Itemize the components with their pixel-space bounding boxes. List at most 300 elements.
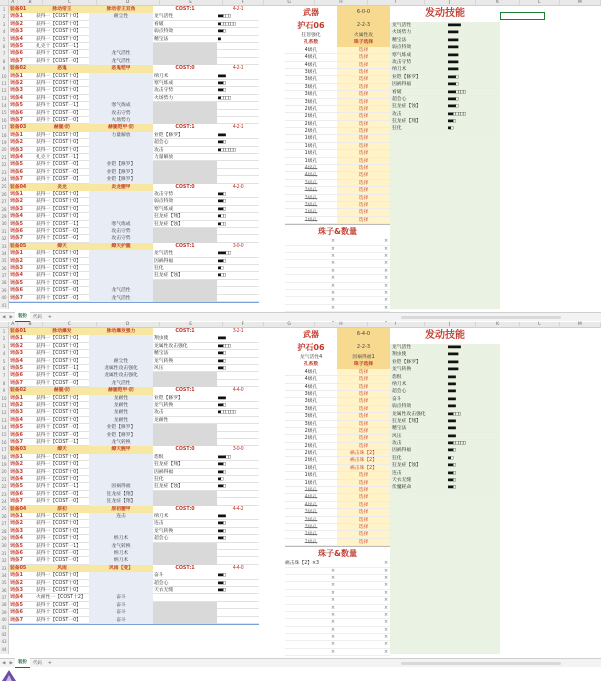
affix-cell[interactable] — [217, 543, 259, 550]
row-number[interactable]: 22 — [1, 162, 7, 168]
affix-cell[interactable]: ■ — [218, 36, 221, 42]
bead-select[interactable]: 选择 — [337, 135, 390, 141]
affix-cell[interactable]: 词条1 — [10, 132, 23, 138]
affix-cell[interactable]: ■□□□□□□ — [218, 410, 236, 416]
bead-entry[interactable]: × — [330, 283, 335, 289]
affix-cell[interactable]: 词条5 — [10, 425, 23, 431]
affix-cell[interactable]: 因祸得福 — [154, 258, 174, 264]
affix-cell[interactable]: 龙气转换 — [154, 402, 174, 408]
affix-cell[interactable]: 词条3 — [10, 528, 23, 534]
affix-cell[interactable] — [217, 110, 259, 117]
affix-cell[interactable]: 狂化 — [154, 476, 164, 482]
equipment-header-cell[interactable]: 炎龙腰甲 — [89, 184, 153, 191]
affix-cell[interactable] — [153, 550, 217, 557]
row-number[interactable]: 2 — [2, 14, 6, 20]
bead-select[interactable]: 选择 — [337, 158, 390, 164]
row-number[interactable]: 13 — [1, 417, 7, 423]
affix-cell[interactable]: 词条3 — [10, 147, 23, 153]
equipment-header-cell[interactable]: 恶鬼铠甲 — [89, 65, 153, 72]
row-number[interactable]: 14 — [1, 103, 7, 109]
affix-cell[interactable]: 词条1 — [10, 573, 23, 579]
affix-cell[interactable] — [89, 572, 153, 579]
bead-entry[interactable]: × — [330, 620, 335, 626]
affix-cell[interactable] — [217, 439, 259, 446]
row-number[interactable]: 30 — [1, 221, 7, 227]
affix-cell[interactable]: ■■□ — [218, 365, 226, 371]
affix-cell[interactable]: ■■□ — [218, 521, 226, 527]
row-number[interactable]: 29 — [1, 213, 7, 219]
affix-cell[interactable] — [89, 80, 153, 87]
row-number[interactable]: 21 — [1, 476, 7, 482]
column-header-f[interactable]: F — [223, 322, 264, 328]
affix-cell[interactable]: 纳刀术 — [89, 557, 153, 564]
equipment-header-cell[interactable]: 4-2-1 — [217, 6, 259, 13]
affix-cell[interactable]: 获得一【COST十0】 — [36, 358, 81, 364]
row-number[interactable]: 10 — [1, 395, 7, 401]
affix-cell[interactable]: 获得一【COST十0】 — [36, 454, 81, 460]
affix-cell[interactable]: 获得十【COST一0】 — [36, 432, 81, 438]
affix-cell[interactable]: 龙气活性 — [89, 380, 153, 387]
affix-cell[interactable]: 获得十【COST一0】 — [36, 110, 81, 116]
bead-count[interactable]: × — [383, 649, 388, 655]
column-header-j[interactable]: J — [425, 0, 476, 6]
equipment-header-cell[interactable]: 4-4-0 — [217, 387, 259, 394]
affix-cell[interactable]: 词条2 — [10, 80, 23, 86]
row-number[interactable]: 20 — [1, 469, 7, 475]
affix-cell[interactable] — [153, 280, 217, 287]
affix-cell[interactable]: 获得十【COST一0】 — [36, 58, 81, 64]
affix-cell[interactable] — [217, 432, 259, 439]
affix-cell[interactable]: 词条5 — [10, 221, 23, 227]
bead-select[interactable]: 选择 — [337, 384, 390, 390]
affix-cell[interactable] — [153, 609, 217, 616]
row-number[interactable]: 28 — [1, 206, 7, 212]
bead-select[interactable]: 选择 — [337, 128, 390, 134]
affix-cell[interactable]: 词条3 — [10, 206, 23, 212]
affix-cell[interactable] — [217, 295, 259, 302]
affix-cell[interactable]: ■■□ — [218, 191, 226, 197]
bead-select[interactable]: 选择 — [337, 202, 390, 208]
bead-entry[interactable]: × — [330, 305, 335, 311]
row-number[interactable]: 22 — [1, 484, 7, 490]
row-number[interactable]: 21 — [1, 154, 7, 160]
affix-cell[interactable] — [217, 169, 259, 176]
affix-cell[interactable]: 获得一【COST十0】 — [36, 14, 81, 20]
affix-cell[interactable] — [153, 169, 217, 176]
row-number[interactable]: 32 — [1, 236, 7, 242]
equipment-header-cell[interactable]: 赫腿铠甲·防 — [89, 387, 153, 394]
affix-cell[interactable] — [217, 280, 259, 287]
affix-cell[interactable]: 获得十【COST一0】 — [36, 117, 81, 123]
affix-cell[interactable] — [89, 476, 153, 483]
affix-cell[interactable]: 奋斗 — [89, 602, 153, 609]
affix-cell[interactable] — [217, 617, 259, 624]
equipment-header-cell[interactable]: COST:0 — [153, 65, 217, 72]
affix-cell[interactable]: 词条2 — [10, 580, 23, 586]
bead-select[interactable]: 选择 — [337, 413, 390, 419]
bead-select[interactable]: 选择 — [337, 54, 390, 60]
affix-cell[interactable] — [89, 191, 153, 198]
affix-cell[interactable] — [153, 372, 217, 379]
affix-cell[interactable]: 获得十【COST一1】 — [36, 484, 81, 490]
affix-cell[interactable]: 获得一【COST十0】 — [36, 214, 81, 220]
affix-cell[interactable]: 词条1 — [10, 513, 23, 519]
affix-cell[interactable]: 龙气转换 — [89, 439, 153, 446]
affix-cell[interactable] — [217, 287, 259, 294]
bead-entry[interactable]: × — [330, 568, 335, 574]
column-header-m[interactable]: M — [560, 322, 601, 328]
row-number[interactable]: 41 — [1, 302, 7, 308]
row-number[interactable]: 30 — [1, 543, 7, 549]
bead-select[interactable]: 选择 — [337, 165, 390, 171]
affix-cell[interactable] — [217, 43, 259, 50]
affix-cell[interactable]: 词条3 — [10, 265, 23, 271]
affix-cell[interactable]: ■■□ — [218, 528, 226, 534]
affix-cell[interactable]: 狂龙症【蚀】 — [154, 484, 183, 490]
equipment-header-cell[interactable]: COST:0 — [153, 184, 217, 191]
affix-cell[interactable] — [217, 550, 259, 557]
tab-prev-button[interactable]: ◀ — [2, 314, 6, 320]
affix-cell[interactable]: 词条5 — [10, 602, 23, 608]
row-number[interactable]: 8 — [2, 58, 6, 64]
affix-cell[interactable]: 词条6 — [10, 491, 23, 497]
affix-cell[interactable]: 狂龙症【翔】 — [154, 214, 183, 220]
affix-cell[interactable]: 词条6 — [10, 550, 23, 556]
affix-cell[interactable]: 获得十【COST一1】 — [36, 221, 81, 227]
bead-select[interactable]: 选择 — [337, 391, 390, 397]
bead-entry[interactable]: × — [330, 642, 335, 648]
tab-sheet1[interactable]: 装扮 — [15, 312, 30, 322]
affix-cell[interactable]: 因祸得福 — [154, 469, 174, 475]
bead-count[interactable]: × — [383, 298, 388, 304]
column-header-m[interactable]: M — [560, 0, 601, 6]
affix-cell[interactable]: 获得十【COST一0】 — [36, 602, 81, 608]
affix-cell[interactable]: 攻击守势 — [89, 235, 153, 242]
column-header-d[interactable]: D — [97, 0, 160, 6]
bead-select[interactable]: 选择 — [337, 398, 390, 404]
affix-cell[interactable]: 获得十【COST一0】 — [36, 373, 81, 379]
affix-cell[interactable]: 获得一【COST十0】 — [36, 417, 81, 423]
affix-cell[interactable]: 词条4 — [10, 536, 23, 542]
affix-cell[interactable]: 扎克十【COST一1】 — [36, 154, 81, 160]
row-number[interactable]: 39 — [1, 287, 7, 293]
bead-entry[interactable]: × — [330, 298, 335, 304]
bead-select[interactable]: 选择 — [337, 150, 390, 156]
affix-cell[interactable]: 获得十【COST一0】 — [36, 162, 81, 168]
affix-cell[interactable]: 词条4 — [10, 358, 23, 364]
affix-cell[interactable] — [89, 43, 153, 50]
column-header-k[interactable]: K — [476, 0, 520, 6]
bead-count[interactable]: × — [383, 575, 388, 581]
tab-next-button[interactable]: ▶ — [9, 660, 13, 666]
affix-cell[interactable]: ■■□ — [218, 536, 226, 542]
row-number[interactable]: 23 — [1, 491, 7, 497]
affix-cell[interactable] — [89, 36, 153, 43]
affix-cell[interactable] — [217, 176, 259, 183]
amulet-slot-value[interactable]: 2-2-3 — [337, 341, 390, 354]
bead-select[interactable]: 痛击珠【2】 — [337, 457, 390, 463]
affix-cell[interactable]: 扎克十【COST一1】 — [36, 43, 81, 49]
row-number[interactable]: 10 — [1, 73, 7, 79]
bead-select[interactable]: 选择 — [337, 517, 390, 523]
bead-select[interactable]: 痛击珠【2】 — [337, 465, 390, 471]
affix-cell[interactable]: 获得一【COST十0】 — [36, 29, 81, 35]
affix-cell[interactable]: 精宝法 — [154, 36, 169, 42]
bead-count[interactable]: × — [383, 268, 388, 274]
affix-cell[interactable]: 词条3 — [10, 469, 23, 475]
affix-cell[interactable]: 风压 — [154, 365, 164, 371]
affix-cell[interactable]: 攻击守势 — [154, 191, 174, 197]
affix-cell[interactable]: 词条2 — [10, 199, 23, 205]
bead-select[interactable]: 选择 — [337, 121, 390, 127]
affix-cell[interactable]: 奋斗 — [89, 617, 153, 624]
row-number[interactable]: 5 — [2, 358, 6, 364]
bead-entry[interactable]: × — [330, 239, 335, 245]
affix-cell[interactable]: ■■■ — [218, 336, 226, 342]
row-number[interactable]: 13 — [1, 95, 7, 101]
equipment-header-cell[interactable]: 装备02 — [9, 387, 35, 394]
affix-cell[interactable]: 奋斗 — [89, 609, 153, 616]
affix-cell[interactable]: ■■■ — [218, 395, 226, 401]
affix-cell[interactable]: 获得十【COST一1】 — [36, 439, 81, 445]
affix-cell[interactable] — [89, 213, 153, 220]
row-number[interactable]: 17 — [1, 447, 7, 453]
affix-cell[interactable]: ■■□ — [218, 206, 226, 212]
bead-select[interactable]: 选择 — [337, 487, 390, 493]
affix-cell[interactable]: ■■□ — [218, 580, 226, 586]
equipment-header-cell[interactable]: COST:1 — [153, 124, 217, 131]
row-number[interactable]: 33 — [1, 243, 7, 249]
affix-cell[interactable]: 获得一【COST十0】 — [36, 580, 81, 586]
row-number[interactable]: 4 — [2, 351, 6, 357]
affix-cell[interactable]: 龙属性攻击强化 — [154, 343, 188, 349]
tab-sheet1[interactable]: 装扮 — [15, 658, 30, 668]
affix-cell[interactable]: 连击 — [154, 521, 164, 527]
affix-cell[interactable]: 获得一【COST十0】 — [36, 251, 81, 257]
row-number[interactable]: 38 — [1, 602, 7, 608]
equipment-header-cell[interactable]: 原初 — [35, 506, 89, 513]
bead-select[interactable]: 选择 — [337, 113, 390, 119]
bead-select[interactable]: 选择 — [337, 428, 390, 434]
row-number[interactable]: 3 — [2, 21, 6, 27]
bead-select[interactable]: 选择 — [337, 187, 390, 193]
affix-cell[interactable] — [153, 543, 217, 550]
column-header-l[interactable]: L — [520, 322, 559, 328]
equipment-header-cell[interactable]: 4-4-0 — [217, 565, 259, 572]
row-number[interactable]: 18 — [1, 132, 7, 138]
affix-cell[interactable]: 超会心 — [154, 140, 169, 146]
affix-cell[interactable] — [217, 58, 259, 65]
affix-cell[interactable]: 获得一【COST十0】 — [36, 469, 81, 475]
affix-cell[interactable]: 词条5 — [10, 43, 23, 49]
equipment-header-cell[interactable]: 4-2-1 — [217, 124, 259, 131]
affix-cell[interactable] — [153, 594, 217, 601]
affix-cell[interactable]: 寒气炼成 — [89, 221, 153, 228]
affix-cell[interactable]: 龙耐性 — [89, 402, 153, 409]
affix-cell[interactable] — [153, 602, 217, 609]
affix-cell[interactable] — [89, 206, 153, 213]
row-number[interactable]: 26 — [1, 191, 7, 197]
bead-entry[interactable]: × — [330, 590, 335, 596]
affix-cell[interactable] — [89, 95, 153, 102]
affix-cell[interactable] — [153, 43, 217, 50]
affix-cell[interactable]: 获得一【COST十0】 — [36, 587, 81, 593]
affix-cell[interactable]: 狂龙症【翔】 — [154, 462, 183, 468]
affix-cell[interactable] — [217, 417, 259, 424]
bead-entry[interactable]: × — [330, 268, 335, 274]
affix-cell[interactable]: 龙耐性 — [89, 395, 153, 402]
affix-cell[interactable]: 词条4 — [10, 36, 23, 42]
affix-cell[interactable]: 获得十【COST一0】 — [36, 380, 81, 386]
affix-cell[interactable]: 词条7 — [10, 380, 23, 386]
equipment-header-cell[interactable]: COST:1 — [153, 243, 217, 250]
affix-cell[interactable]: 获得一【COST十0】 — [36, 343, 81, 349]
affix-cell[interactable]: 龙属性攻击强化 — [89, 365, 153, 372]
affix-cell[interactable]: 龙气活性 — [154, 14, 174, 20]
affix-cell[interactable]: 词条2 — [10, 140, 23, 146]
bead-select[interactable]: 选择 — [337, 421, 390, 427]
row-number[interactable]: 19 — [1, 462, 7, 468]
affix-cell[interactable]: 获得十【COST一0】 — [36, 610, 81, 616]
bead-entry[interactable]: × — [330, 627, 335, 633]
bead-select[interactable]: 选择 — [337, 494, 390, 500]
affix-cell[interactable] — [89, 28, 153, 35]
affix-cell[interactable]: 词条6 — [10, 288, 23, 294]
affix-cell[interactable]: 龙气活性 — [89, 50, 153, 57]
affix-cell[interactable] — [153, 110, 217, 117]
affix-cell[interactable]: 获得十【COST一0】 — [36, 228, 81, 234]
affix-cell[interactable]: 词条4 — [10, 154, 23, 160]
row-number[interactable]: 40 — [1, 617, 7, 623]
affix-cell[interactable]: ■■□ — [218, 88, 226, 94]
affix-cell[interactable]: 业铠【修罗】 — [89, 161, 153, 168]
affix-cell[interactable] — [89, 250, 153, 257]
equipment-header-cell[interactable]: COST:1 — [153, 328, 217, 335]
affix-cell[interactable] — [217, 602, 259, 609]
affix-cell[interactable]: ■■■ — [218, 132, 226, 138]
affix-cell[interactable]: 词条4 — [10, 595, 23, 601]
affix-cell[interactable]: 词条4 — [10, 214, 23, 220]
bead-select[interactable]: 选择 — [337, 376, 390, 382]
affix-cell[interactable]: 获得十【COST一0】 — [36, 491, 81, 497]
bead-select[interactable]: 选择 — [337, 99, 390, 105]
affix-cell[interactable]: 获得十【COST一0】 — [36, 51, 81, 57]
row-number[interactable]: 1 — [2, 7, 6, 12]
column-header-i[interactable]: I — [368, 0, 425, 6]
bead-entry[interactable]: × — [330, 253, 335, 259]
bead-select[interactable]: 选择 — [337, 502, 390, 508]
row-number[interactable]: 3 — [2, 343, 6, 349]
affix-cell[interactable]: 词条2 — [10, 258, 23, 264]
affix-cell[interactable] — [217, 102, 259, 109]
equipment-header-cell[interactable]: 装备01 — [9, 328, 35, 335]
affix-cell[interactable]: 词条4 — [10, 273, 23, 279]
bead-select[interactable]: 选择 — [337, 69, 390, 75]
bead-select[interactable]: 选择 — [337, 62, 390, 68]
affix-cell[interactable]: 精宝法 — [154, 351, 169, 357]
equipment-header-cell[interactable]: COST:0 — [153, 506, 217, 513]
bead-count[interactable]: × — [383, 635, 388, 641]
affix-cell[interactable] — [89, 198, 153, 205]
affix-cell[interactable]: 天衣无缝 — [154, 587, 174, 593]
bead-select[interactable]: 选择 — [337, 143, 390, 149]
affix-cell[interactable]: ■■□ — [218, 402, 226, 408]
affix-cell[interactable]: 获得十【COST一0】 — [36, 236, 81, 242]
affix-cell[interactable]: 获得十【COST一1】 — [36, 103, 81, 109]
equipment-header-cell[interactable]: 风雨【变】 — [89, 565, 153, 572]
bead-count[interactable]: × — [383, 620, 388, 626]
affix-cell[interactable]: 弱点特效 — [154, 29, 174, 35]
affix-cell[interactable]: 获得十【COST一1】 — [36, 365, 81, 371]
affix-cell[interactable] — [153, 424, 217, 431]
row-number[interactable]: 17 — [1, 125, 7, 131]
affix-cell[interactable] — [217, 491, 259, 498]
affix-cell[interactable]: 力量解放 — [89, 132, 153, 139]
column-header-e[interactable]: E — [160, 322, 223, 328]
affix-cell[interactable]: ■■□□□ — [218, 343, 231, 349]
row-number[interactable]: 1 — [2, 329, 6, 334]
row-number[interactable]: 28 — [1, 528, 7, 534]
row-number[interactable]: 29 — [1, 535, 7, 541]
affix-cell[interactable] — [217, 609, 259, 616]
affix-cell[interactable]: 龙气转换 — [154, 358, 174, 364]
affix-cell[interactable]: 纳刀术 — [89, 535, 153, 542]
affix-cell[interactable]: 获得十【COST一0】 — [36, 617, 81, 623]
equipment-header-cell[interactable]: 脉动爆发 — [35, 328, 89, 335]
affix-cell[interactable]: 词条7 — [10, 617, 23, 623]
affix-cell[interactable]: 词条7 — [10, 558, 23, 564]
affix-cell[interactable]: 获得一【COST十0】 — [36, 199, 81, 205]
affix-cell[interactable] — [89, 258, 153, 265]
affix-cell[interactable]: 获得十【COST一0】 — [36, 499, 81, 505]
affix-cell[interactable]: ■■□ — [218, 80, 226, 86]
bead-count[interactable]: × — [383, 627, 388, 633]
affix-cell[interactable] — [153, 432, 217, 439]
bead-select[interactable]: 选择 — [337, 531, 390, 537]
affix-cell[interactable]: 词条5 — [10, 543, 23, 549]
row-number[interactable]: 23 — [1, 169, 7, 175]
row-number[interactable]: 12 — [1, 88, 7, 94]
affix-cell[interactable] — [89, 469, 153, 476]
row-number[interactable]: 36 — [1, 265, 7, 271]
equipment-header-cell[interactable]: 脉动帝王 — [35, 6, 89, 13]
row-number[interactable]: 37 — [1, 595, 7, 601]
equipment-header-cell[interactable]: 装备04 — [9, 184, 35, 191]
column-header-f[interactable]: F — [223, 0, 264, 6]
affix-cell[interactable]: 词条3 — [10, 29, 23, 35]
equipment-header-cell[interactable]: 风雨 — [35, 565, 89, 572]
column-header-h[interactable]: H — [315, 322, 367, 328]
affix-cell[interactable]: ■■□ — [218, 587, 226, 593]
affix-cell[interactable]: 翔虫使 — [154, 336, 169, 342]
affix-cell[interactable]: 获得一【COST十0】 — [36, 351, 81, 357]
affix-cell[interactable]: 词条5 — [10, 484, 23, 490]
row-number[interactable]: 25 — [1, 184, 7, 190]
add-sheet-button[interactable]: + — [47, 314, 52, 320]
row-number[interactable]: 43 — [1, 639, 7, 645]
row-number[interactable]: 18 — [1, 454, 7, 460]
equipment-header-cell[interactable]: 装备05 — [9, 565, 35, 572]
affix-cell[interactable]: 获得一【COST十0】 — [36, 265, 81, 271]
affix-cell[interactable]: 词条6 — [10, 373, 23, 379]
bead-count[interactable]: × — [383, 642, 388, 648]
bead-count[interactable]: × — [383, 568, 388, 574]
affix-cell[interactable]: ■■□ — [218, 462, 226, 468]
affix-cell[interactable] — [89, 335, 153, 342]
affix-cell[interactable] — [89, 461, 153, 468]
equipment-header-cell[interactable]: 3-2-1 — [217, 328, 259, 335]
affix-cell[interactable]: ■■□ — [218, 358, 226, 364]
